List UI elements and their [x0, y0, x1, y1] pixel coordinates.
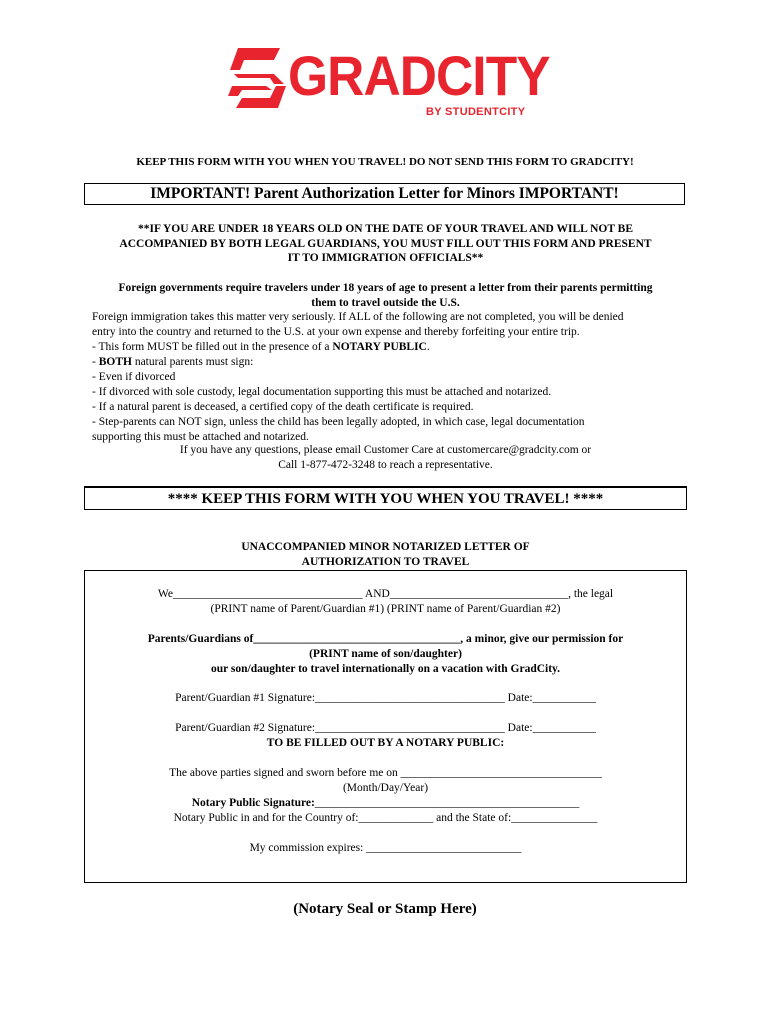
letter-title-line: UNACCOMPANIED MINOR NOTARIZED LETTER OF: [241, 541, 530, 553]
body-text: - This form MUST be filled out in the presence of a: [92, 341, 333, 353]
under18-warning: [84, 222, 687, 266]
gradcity-s-mark-icon: [228, 48, 286, 110]
body-line: supporting this must be attached and notarized.: [92, 431, 309, 443]
body-line: - If a natural parent is deceased, a certified copy of the death certificate is required.: [92, 401, 474, 413]
commission-line: My commission expires: ___________________________: [249, 842, 522, 854]
body-line: - Step-parents can NOT sign, unless the child has been legally adopted, in which case, legal documentation: [92, 416, 585, 428]
body-line: - Even if divorced: [92, 371, 176, 383]
notary-signature-label: Notary Public Signature:: [191, 797, 315, 809]
instructions-body: [92, 310, 692, 445]
guardian-names-line: We_________________________________ AND_______________________________, the legal: [157, 588, 614, 600]
warning-line: IT TO IMMIGRATION OFFICIALS**: [287, 252, 484, 264]
warning-line: **IF YOU ARE UNDER 18 YEARS OLD ON THE DATE OF YOUR TRAVEL AND WILL NOT BE: [137, 223, 634, 235]
warning-line: ACCOMPANIED BY BOTH LEGAL GUARDIANS, YOU MUST FILL OUT THIS FORM AND PRESENT: [119, 237, 652, 250]
body-text: -: [92, 356, 99, 368]
notary-requirement: [92, 340, 692, 355]
body-line: Foreign immigration takes this matter very seriously. If ALL of the following are not completed, you will be denied: [92, 311, 624, 323]
body-text: natural parents must sign:: [131, 356, 254, 368]
important-header: IMPORTANT! Parent Authorization Letter for Minors IMPORTANT!: [150, 185, 619, 202]
gradcity-logo: [228, 42, 548, 124]
logo-wordmark: GRADCITY: [288, 44, 550, 107]
guardian2-signature-line: Parent/Guardian #2 Signature:_________________________________ Date:___________: [175, 722, 596, 734]
keep-banner: **** KEEP THIS FORM WITH YOU WHEN YOU TRAVEL! ****: [167, 491, 604, 507]
important-header-box: [84, 183, 685, 205]
print-child-hint: (PRINT name of son/daughter): [309, 648, 462, 660]
date-format-hint: (Month/Day/Year): [342, 782, 429, 794]
notary-signature-line: [84, 796, 687, 811]
permission-line: our son/daughter to travel internationally on a vacation with GradCity.: [210, 663, 561, 675]
letter-title: [84, 540, 687, 569]
body-text: .: [426, 341, 430, 353]
body-line: entry into the country and returned to the U.S. at your own expense and thereby forfeiting your entire trip.: [92, 326, 580, 338]
both-emphasis: BOTH: [98, 356, 132, 368]
notary-public-emphasis: NOTARY PUBLIC: [332, 341, 427, 353]
requirement-line: them to travel outside the U.S.: [311, 296, 460, 309]
foreign-requirement: [84, 281, 687, 310]
parents-of-line: Parents/Guardians of____________________________________, a minor, give our permission for: [147, 633, 624, 645]
notary-heading: TO BE FILLED OUT BY A NOTARY PUBLIC:: [266, 737, 505, 749]
both-parents-requirement: [92, 355, 692, 370]
logo-tagline: BY STUDENTCITY: [426, 106, 526, 118]
notary-signature-blank: ______________________________________________: [314, 797, 580, 809]
sworn-line: The above parties signed and sworn before me on ___________________________________: [169, 767, 602, 779]
print-names-hint: (PRINT name of Parent/Guardian #1) (PRINT name of Parent/Guardian #2): [210, 603, 561, 615]
guardian1-signature-line: Parent/Guardian #1 Signature:_________________________________ Date:___________: [175, 692, 596, 704]
letter-title-line: AUTHORIZATION TO TRAVEL: [301, 555, 470, 568]
requirement-line: Foreign governments require travelers under 18 years of age to present a letter from their parents permitting: [118, 282, 653, 294]
contact-line: Call 1-877-472-3248 to reach a representative.: [278, 459, 493, 471]
keep-banner-box: [84, 486, 687, 510]
body-line: - If divorced with sole custody, legal documentation supporting this must be attached and notarized.: [92, 386, 552, 398]
country-state-line: Notary Public in and for the Country of:_____________ and the State of:_______________: [173, 812, 598, 824]
notary-seal-placeholder: (Notary Seal or Stamp Here): [293, 901, 477, 917]
top-note: KEEP THIS FORM WITH YOU WHEN YOU TRAVEL! DO NOT SEND THIS FORM TO GRADCITY!: [136, 156, 634, 168]
contact-line: If you have any questions, please email Customer Care at customercare@gradcity.com or: [179, 444, 592, 456]
contact-info: [84, 443, 687, 473]
